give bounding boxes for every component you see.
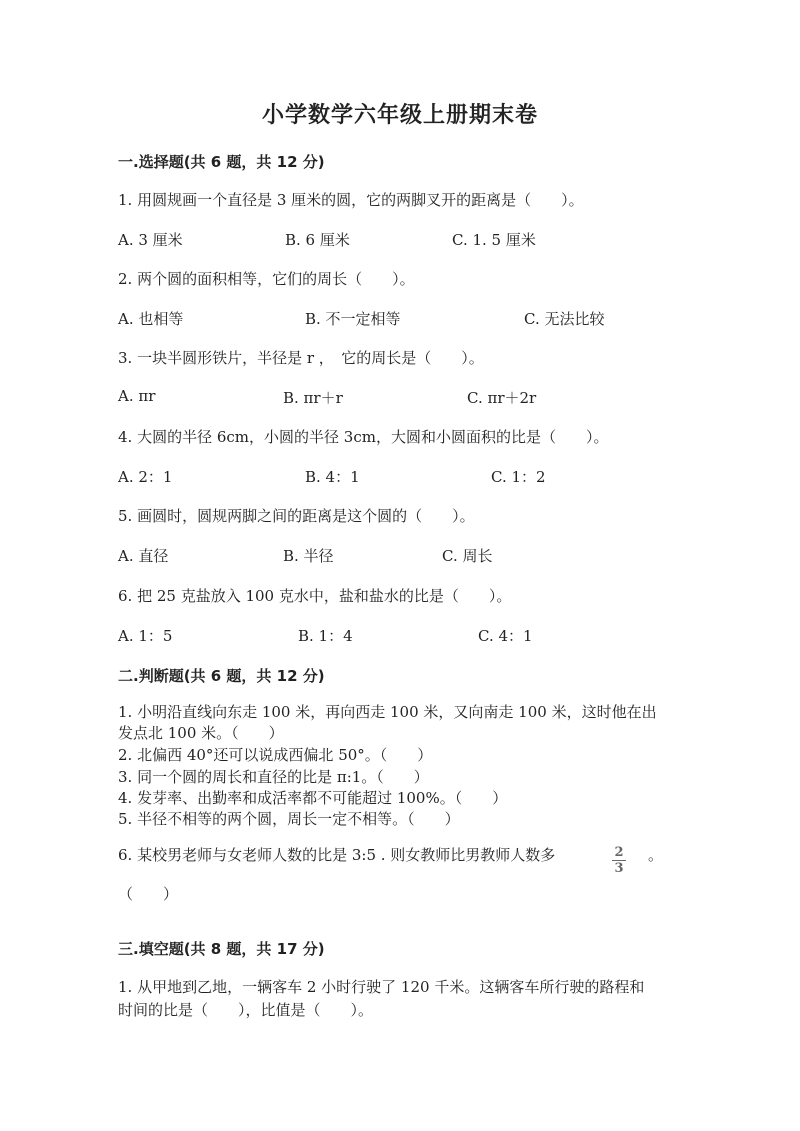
option-c: C. 周长 <box>442 547 493 565</box>
question-text: 2. 北偏西 40°还可以说成西偏北 50°。（ ） <box>118 746 433 764</box>
fraction-denominator: 3 <box>614 861 624 876</box>
question-text: 3. 同一个圆的周长和直径的比是 π:1。（ ） <box>118 768 429 786</box>
option-a: A. 2：1 <box>118 468 173 486</box>
option-a: A. 直径 <box>118 547 169 565</box>
option-b: B. 4：1 <box>305 468 360 486</box>
section-heading-choice: 一.选择题(共 6 题，共 12 分) <box>118 153 325 171</box>
question-text: 3. 一块半圆形铁片，半径是 r ， 它的周长是（ ）。 <box>118 349 484 367</box>
question-text: 6. 把 25 克盐放入 100 克水中，盐和盐水的比是（ ）。 <box>118 587 512 605</box>
option-a: A. πr <box>118 387 156 405</box>
question-text: 5. 半径不相等的两个圆，周长一定不相等。（ ） <box>118 810 460 828</box>
question-text: 2. 两个圆的面积相等，它们的周长（ ）。 <box>118 270 415 288</box>
section-heading-fill: 三.填空题(共 8 题，共 17 分) <box>118 940 325 958</box>
option-a: A. 1：5 <box>118 627 173 645</box>
question-text: 6. 某校男老师与女老师人数的比是 3:5 . 则女教师比男教师人数多 <box>118 846 556 864</box>
section-heading-judge: 二.判断题(共 6 题，共 12 分) <box>118 667 325 685</box>
question-text: 1. 用圆规画一个直径是 3 厘米的圆，它的两脚叉开的距离是（ ）。 <box>118 191 584 209</box>
fraction-numerator: 2 <box>614 845 624 860</box>
option-b: B. 不一定相等 <box>305 310 401 328</box>
option-c: C. 无法比较 <box>524 310 605 328</box>
option-b: B. 1：4 <box>298 627 353 645</box>
question-end-mark: 。 <box>648 846 664 864</box>
option-c: C. 4：1 <box>478 627 533 645</box>
option-b: B. 半径 <box>283 547 334 565</box>
option-b: B. 6 厘米 <box>285 231 350 249</box>
fraction <box>610 846 628 875</box>
question-text: 1. 小明沿直线向东走 100 米，再向西走 100 米，又向南走 100 米，这时他在出 <box>118 703 657 721</box>
question-text: 5. 画圆时，圆规两脚之间的距离是这个圆的（ ）。 <box>118 507 475 525</box>
question-text: 4. 发芽率、出勤率和成活率都不可能超过 100%。（ ） <box>118 789 508 807</box>
option-b: B. πr＋r <box>283 389 343 407</box>
option-c: C. πr＋2r <box>467 389 537 407</box>
page-title: 小学数学六年级上册期末卷 <box>261 102 538 128</box>
question-text: 发点北 100 米。（ ） <box>118 724 284 742</box>
option-a: A. 3 厘米 <box>118 231 183 249</box>
option-a: A. 也相等 <box>118 310 184 328</box>
answer-parentheses: （ ） <box>118 885 179 903</box>
option-c: C. 1：2 <box>491 468 546 486</box>
question-text: 4. 大圆的半径 6cm，小圆的半径 3cm，大圆和小圆面积的比是（ ）。 <box>118 428 609 446</box>
question-text: 时间的比是（ ），比值是（ ）。 <box>118 1001 374 1019</box>
option-c: C. 1. 5 厘米 <box>452 231 536 249</box>
question-text: 1. 从甲地到乙地，一辆客车 2 小时行驶了 120 千米。这辆客车所行驶的路程和 <box>118 978 645 996</box>
